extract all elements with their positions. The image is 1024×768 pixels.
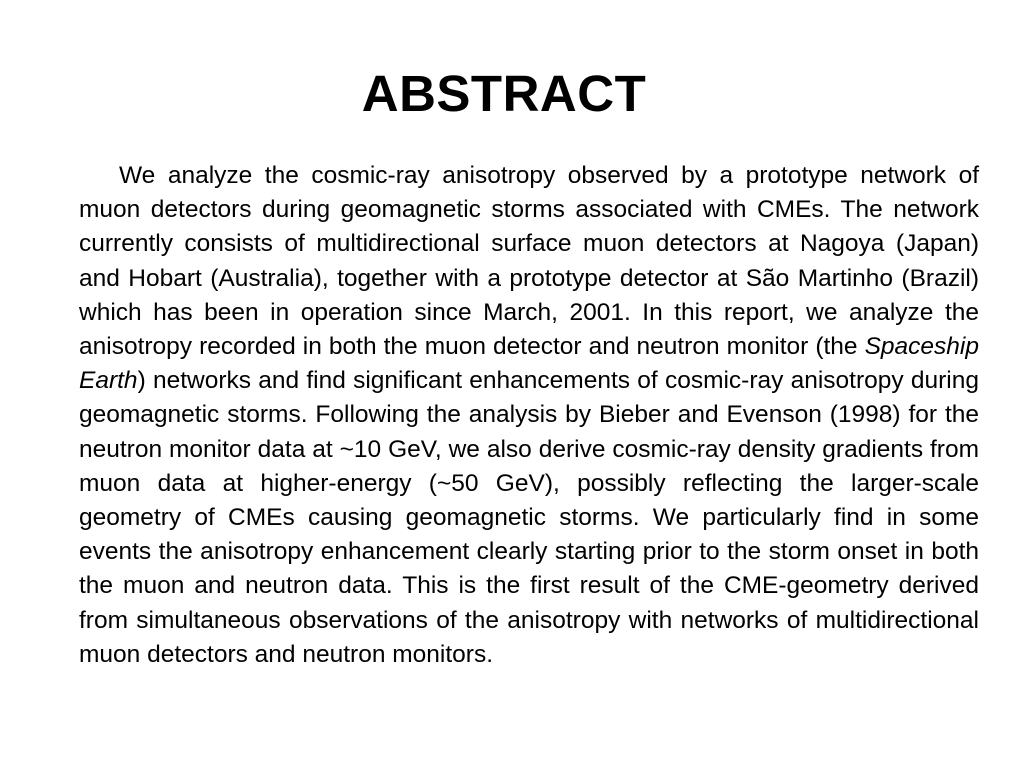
page-title: ABSTRACT xyxy=(361,65,647,122)
abstract-text-part1: We analyze the cosmic-ray anisotropy observed by a prototype network of muon detectors during geomagnetic storms associated with CMEs. The network currently consists of multidirectional surface muon detectors at Nagoya (Japan) and Hobart (Australia), together with a prototype detector at São Martinho (Brazil) which has been in operation since March, 2001. In this report, we analyze the anisotropy recorded in both the muon detector and neutron monitor (the xyxy=(79,162,979,361)
abstract-text-part2: ) networks and find significant enhancements of cosmic-ray anisotropy during geomagnetic storms. Following the analysis by Bieber and Evenson (1998) for the neutron monitor data at ~10 GeV, we also derive cosmic-ray density gradients from muon data at higher-energy (~50 GeV), possibly reflecting the larger-scale geometry of CMEs causing geomagnetic storms. We particularly find in some events the anisotropy enhancement clearly starting prior to the storm onset in both the muon and neutron data. This is the first result of the CME-geometry derived from simultaneous observations of the anisotropy with networks of multidirectional muon detectors and neutron monitors. xyxy=(79,367,979,668)
abstract-italic-term: Spaceship Earth xyxy=(79,333,979,395)
abstract-paragraph xyxy=(79,159,979,672)
